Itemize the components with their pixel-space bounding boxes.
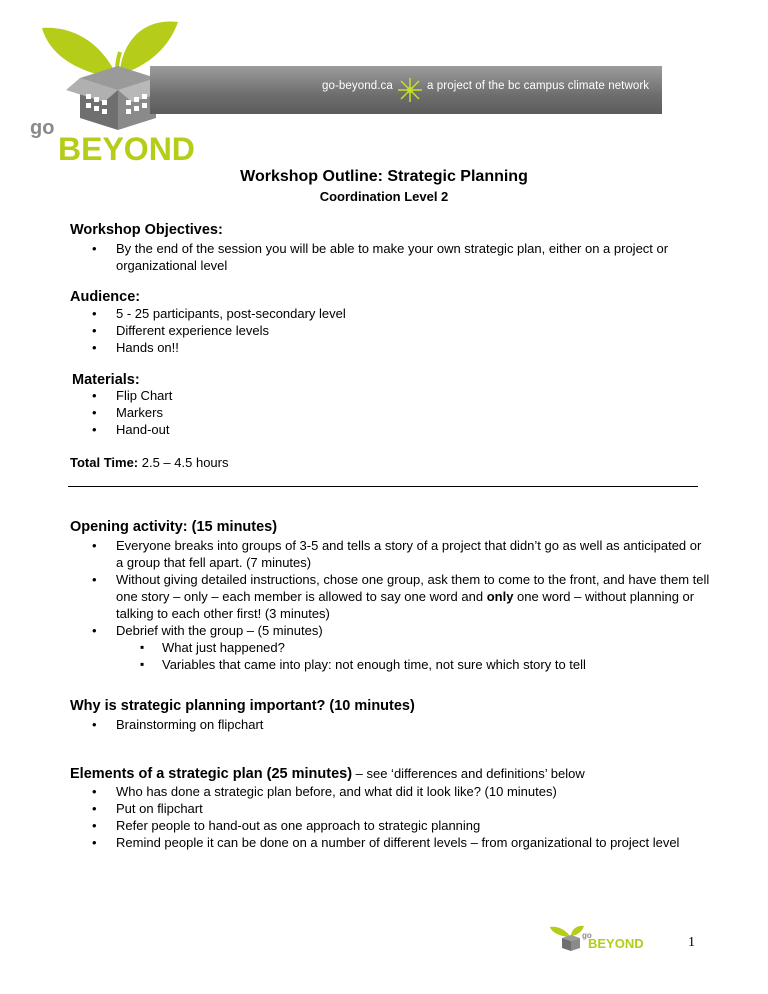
opening-section <box>70 518 710 673</box>
materials-item: • Markers <box>70 404 712 421</box>
audience-item: • Different experience levels <box>70 322 710 339</box>
section-divider <box>68 486 698 487</box>
total-time <box>70 455 710 470</box>
audience-item: • Hands on!! <box>70 339 710 356</box>
debrief-sub-item: ▪ What just happened? <box>70 639 710 656</box>
materials-heading: Materials: <box>72 372 140 388</box>
elements-heading-note: – see ‘differences and definitions’ below <box>352 766 585 781</box>
document-title: Workshop Outline: Strategic Planning <box>240 168 528 185</box>
logo-text-go: go <box>30 117 55 139</box>
document-subtitle: Coordination Level 2 <box>319 189 449 204</box>
elements-section <box>70 765 710 851</box>
total-time-value: 2.5 – 4.5 hours <box>138 455 229 470</box>
materials-item: • Flip Chart <box>70 387 712 404</box>
objectives-section <box>70 221 710 274</box>
why-heading: Why is strategic planning important? (10 minutes) <box>70 698 415 714</box>
audience-heading: Audience: <box>70 289 141 305</box>
materials-item: • Hand-out <box>70 421 712 438</box>
page-number: 1 <box>688 935 695 950</box>
opening-item <box>70 571 710 622</box>
objectives-heading: Workshop Objectives: <box>70 222 223 238</box>
footer-logo-beyond: BEYOND <box>588 936 644 951</box>
opening-heading: Opening activity: (15 minutes) <box>70 519 278 535</box>
footer-logo-go: go <box>582 931 592 940</box>
debrief-sub-item: ▪ Variables that came into play: not enough time, not sure which story to tell <box>70 656 710 673</box>
elements-item: • Put on flipchart <box>70 800 710 817</box>
logo-text-beyond: BEYOND <box>58 131 195 167</box>
audience-section <box>70 288 710 356</box>
opening-item-emphasis: only <box>486 589 514 604</box>
audience-item: • 5 - 25 participants, post-secondary level <box>70 305 710 322</box>
opening-item-text-a: Without giving detailed instructions, chose one group, ask them to come to the front, and have them tell one story – only – each member is allowed to say one word and <box>116 572 710 604</box>
elements-heading: Elements of a strategic plan (25 minutes) <box>70 766 353 782</box>
elements-item: • Remind people it can be done on a number of different levels – from organizational to project level <box>70 834 710 851</box>
banner-url: go-beyond.ca <box>322 80 393 92</box>
opening-item: • Debrief with the group – (5 minutes) <box>70 622 710 639</box>
elements-item: • Who has done a strategic plan before, and what did it look like? (10 minutes) <box>70 783 710 800</box>
sparkle-icon <box>396 76 424 104</box>
why-section <box>70 697 710 733</box>
footer-logo <box>548 924 648 954</box>
total-time-label: Total Time: <box>70 455 139 470</box>
elements-item: • Refer people to hand-out as one approach to strategic planning <box>70 817 710 834</box>
opening-item: • Everyone breaks into groups of 3-5 and tells a story of a project that didn’t go as well as anticipated or a group that fell apart. (7 minutes) <box>70 537 710 571</box>
opening-item-text-b: one word – without planning or talking to each other first! (3 minutes) <box>116 589 695 621</box>
why-item: • Brainstorming on flipchart <box>70 716 710 733</box>
elements-heading-line <box>70 765 710 783</box>
objective-item: • By the end of the session you will be able to make your own strategic plan, either on a project or organizational level <box>70 240 710 274</box>
banner-tagline: a project of the bc campus climate network <box>427 80 650 92</box>
header-banner <box>150 66 662 114</box>
materials-section <box>72 371 712 438</box>
